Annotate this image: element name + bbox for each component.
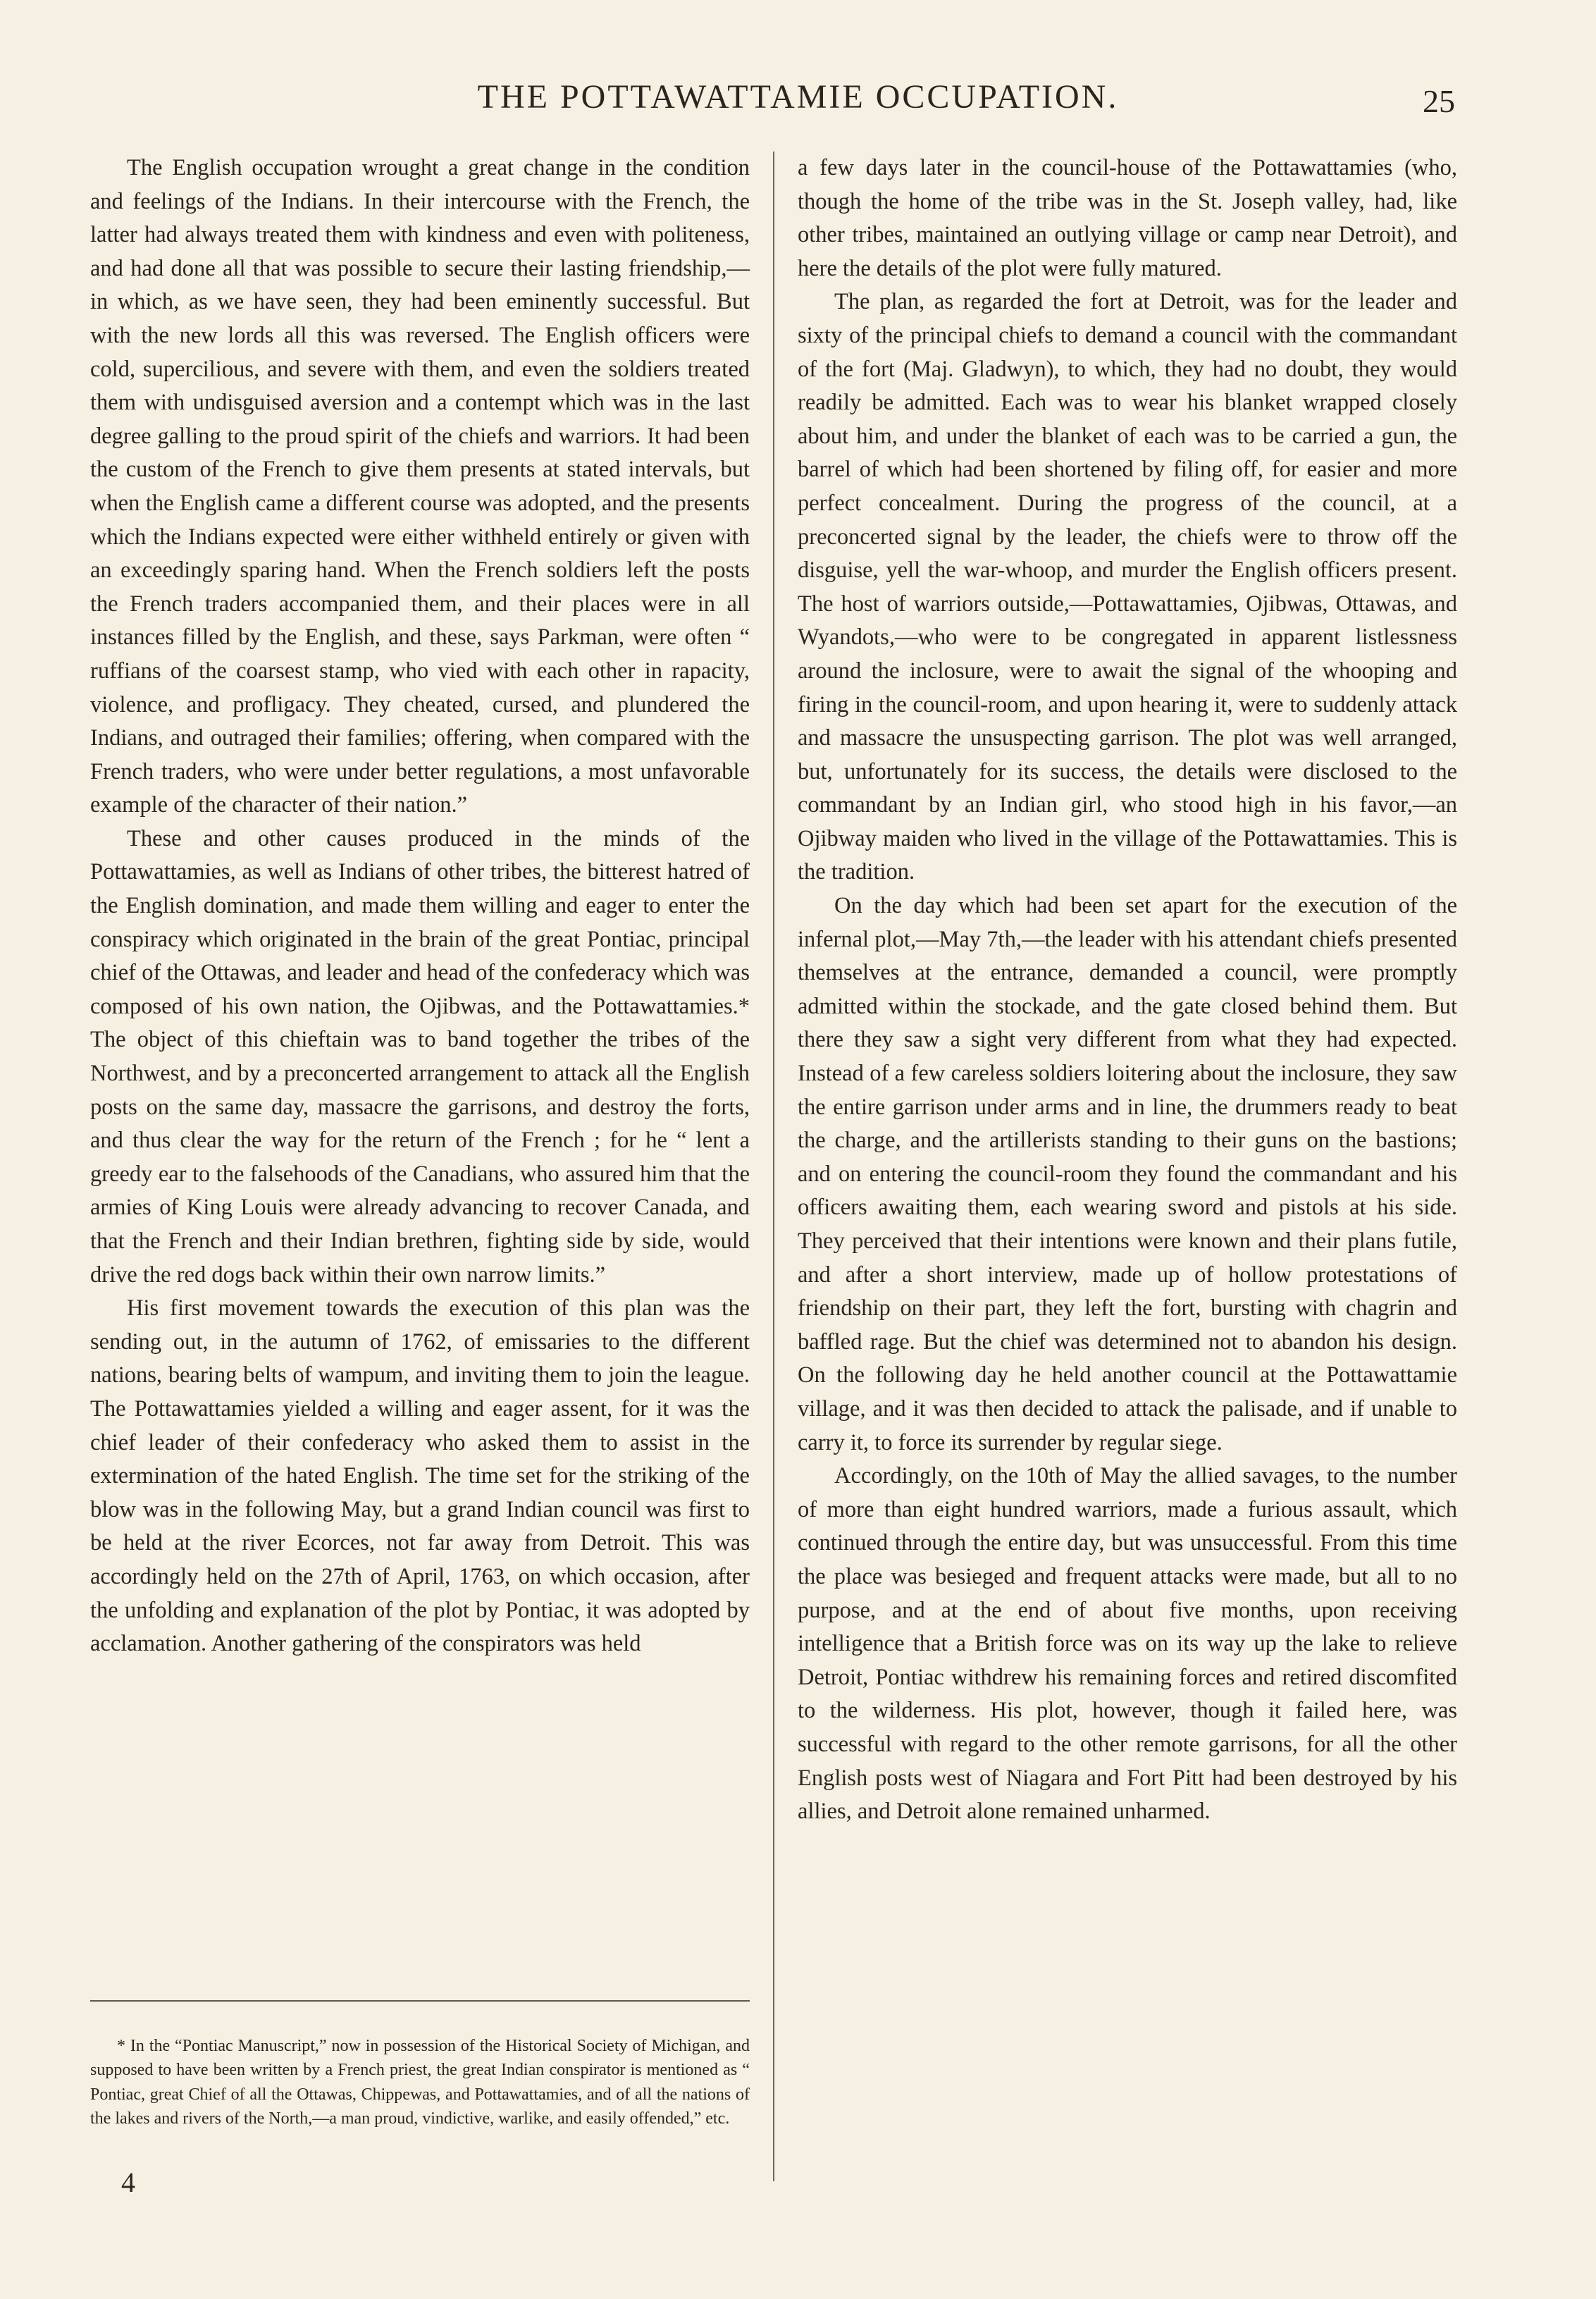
footnote-text: * In the “Pontiac Manuscript,” now in possession of the Historical Society of Michigan, and supposed to have been written by a French priest, the great Indian conspirator is mentioned as “ Pontiac, great Chief of all the Ottawas, Chippewas, and Pottawattamies, and of all the nations of the lakes and rivers of the North,—a man proud, vindictive, warlike, and easily offended,” etc. [90,2037,750,2128]
signature-mark: 4 [121,2167,135,2198]
paragraph: These and other causes produced in the minds of the Pottawattamies, as well as Indians of other tribes, the bitterest hatred of the English domination, and made them willing and eager to enter the conspiracy which originated in the brain of the great Pontiac, principal chief of the Ottawas, and leader and head of the confederacy which was composed of his own nation, the Ojibwas, and the Pottawattamies.* The object of this chieftain was to band together the tribes of the Northwest, and by a preconcerted arrangement to attack all the English posts on the same day, massacre the garrisons, and destroy the forts, and thus clear the way for the return of the French ; for he “ lent a greedy ear to the falsehoods of the Canadians, who assured him that the armies of King Louis were already advancing to recover Canada, and that the French and their Indian brethren, fighting side by side, would drive the red dogs back within their own narrow limits.” [90,825,750,1288]
paragraph: His first movement towards the execution of this plan was the sending out, in the autumn of 1762, of emissaries to the different nations, bearing belts of wampum, and inviting them to join the league. The Pottawattamies yielded a willing and eager assent, for it was the chief leader of their confederacy who asked them to assist in the extermination of the hated English. The time set for the striking of the blow was in the following May, but a grand Indian council was first to be held at the river Ecorces, not far away from Detroit. This was accordingly held on the 27th of April, 1763, on which occasion, after the unfolding and explanation of the plot by Pontiac, it was adopted by acclamation. Another gathering of the conspirators was held [90,1295,750,1657]
running-title: THE POTTAWATTAMIE OCCUPATION. [477,78,1119,116]
paragraph: The plan, as regarded the fort at Detroit, was for the leader and sixty of the principal chiefs to demand a council with the commandant of the fort (Maj. Gladwyn), to which, they had no doubt, they would readily be admitted. Each was to wear his blanket wrapped closely about him, and under the blanket of each was to be carried a gun, the barrel of which had been shortened by filing off, for easier and more perfect concealment. During the progress of the council, at a preconcerted signal by the leader, the chiefs were to throw off the disguise, yell the war-whoop, and murder the English officers present. The host of warriors outside,—Pottawattamies, Ojibwas, Ottawas, and Wyandots,—who were to be congregated in apparent listlessness around the inclosure, were to await the signal of the whooping and firing in the council-room, and upon hearing it, were to suddenly attack and massacre the unsuspecting garrison. The plot was well arranged, but, unfortunately for its success, the details were disclosed to the commandant by an Indian girl, who stood high in his favor,—an Ojibway maiden who lived in the village of the Pottawattamies. This is the tradition. [798,289,1457,885]
paragraph: Accordingly, on the 10th of May the allied savages, to the number of more than eight hundred warriors, made a furious assault, which continued through the entire day, but was unsuccessful. From this time the place was besieged and frequent attacks were made, but all to no purpose, and at the end of about five months, upon receiving intelligence that a British force was on its way up the lake to relieve Detroit, Pontiac withdrew his remaining forces and retired discomfited to the wilderness. His plot, however, though it failed here, was successful with regard to the other remote garrisons, for all the other English posts west of Niagara and Fort Pitt had been destroyed by his allies, and Detroit alone remained unharmed. [798,1463,1457,1825]
right-column [798,152,1457,1829]
paragraph: a few days later in the council-house of the Pottawattamies (who, though the home of the tribe was in the St. Joseph valley, had, like other tribes, maintained an outlying village or camp near Detroit), and here the details of the plot were fully matured. [798,155,1457,281]
footnote [90,2034,750,2131]
paragraph: On the day which had been set apart for the execution of the infernal plot,—May 7th,—the leader with his attendant chiefs presented themselves at the entrance, demanded a council, were promptly admitted within the stockade, and the gate closed behind them. But there they saw a sight very different from what they had expected. Instead of a few careless soldiers loitering about the inclosure, they saw the entire garrison under arms and in line, the drummers ready to beat the charge, and the artillerists standing to their guns on the bastions; and on entering the council-room they found the commandant and his officers awaiting them, each wearing sword and pistols at his side. They perceived that their intentions were known and their plans futile, and after a short interview, made up of hollow protestations of friendship on their part, they left the fort, bursting with chagrin and baffled rage. But the chief was determined not to abandon his design. On the following day he held another council at the Pottawattamie village, and it was then decided to attack the palisade, and if unable to carry it, to force its surrender by regular siege. [798,893,1457,1455]
column-divider [773,152,774,2181]
paragraph: The English occupation wrought a great change in the condition and feelings of the Indians. In their intercourse with the French, the latter had always treated them with kindness and even with politeness, and had done all that was possible to secure their lasting friendship,—in which, as we have seen, they had been eminently successful. But with the new lords all this was reversed. The English officers were cold, supercilious, and severe with them, and even the soldiers treated them with undisguised aversion and a contempt which was in the last degree galling to the proud spirit of the chiefs and warriors. It had been the custom of the French to give them presents at stated intervals, but when the English came a different course was adopted, and the presents which the Indians expected were either withheld entirely or given with an exceedingly sparing hand. When the French soldiers left the posts the French traders accompanied them, and their places were in all instances filled by the English, and these, says Parkman, were often “ ruffians of the coarsest stamp, who vied with each other in rapacity, violence, and profligacy. They cheated, cursed, and plundered the Indians, and outraged their families; offering, when compared with the French traders, who were under better regulations, a most unfavorable example of the character of their nation.” [90,155,750,818]
footnote-rule [90,2000,750,2002]
page-header [0,76,1596,118]
page-number: 25 [1423,83,1455,119]
left-column [90,152,750,1661]
